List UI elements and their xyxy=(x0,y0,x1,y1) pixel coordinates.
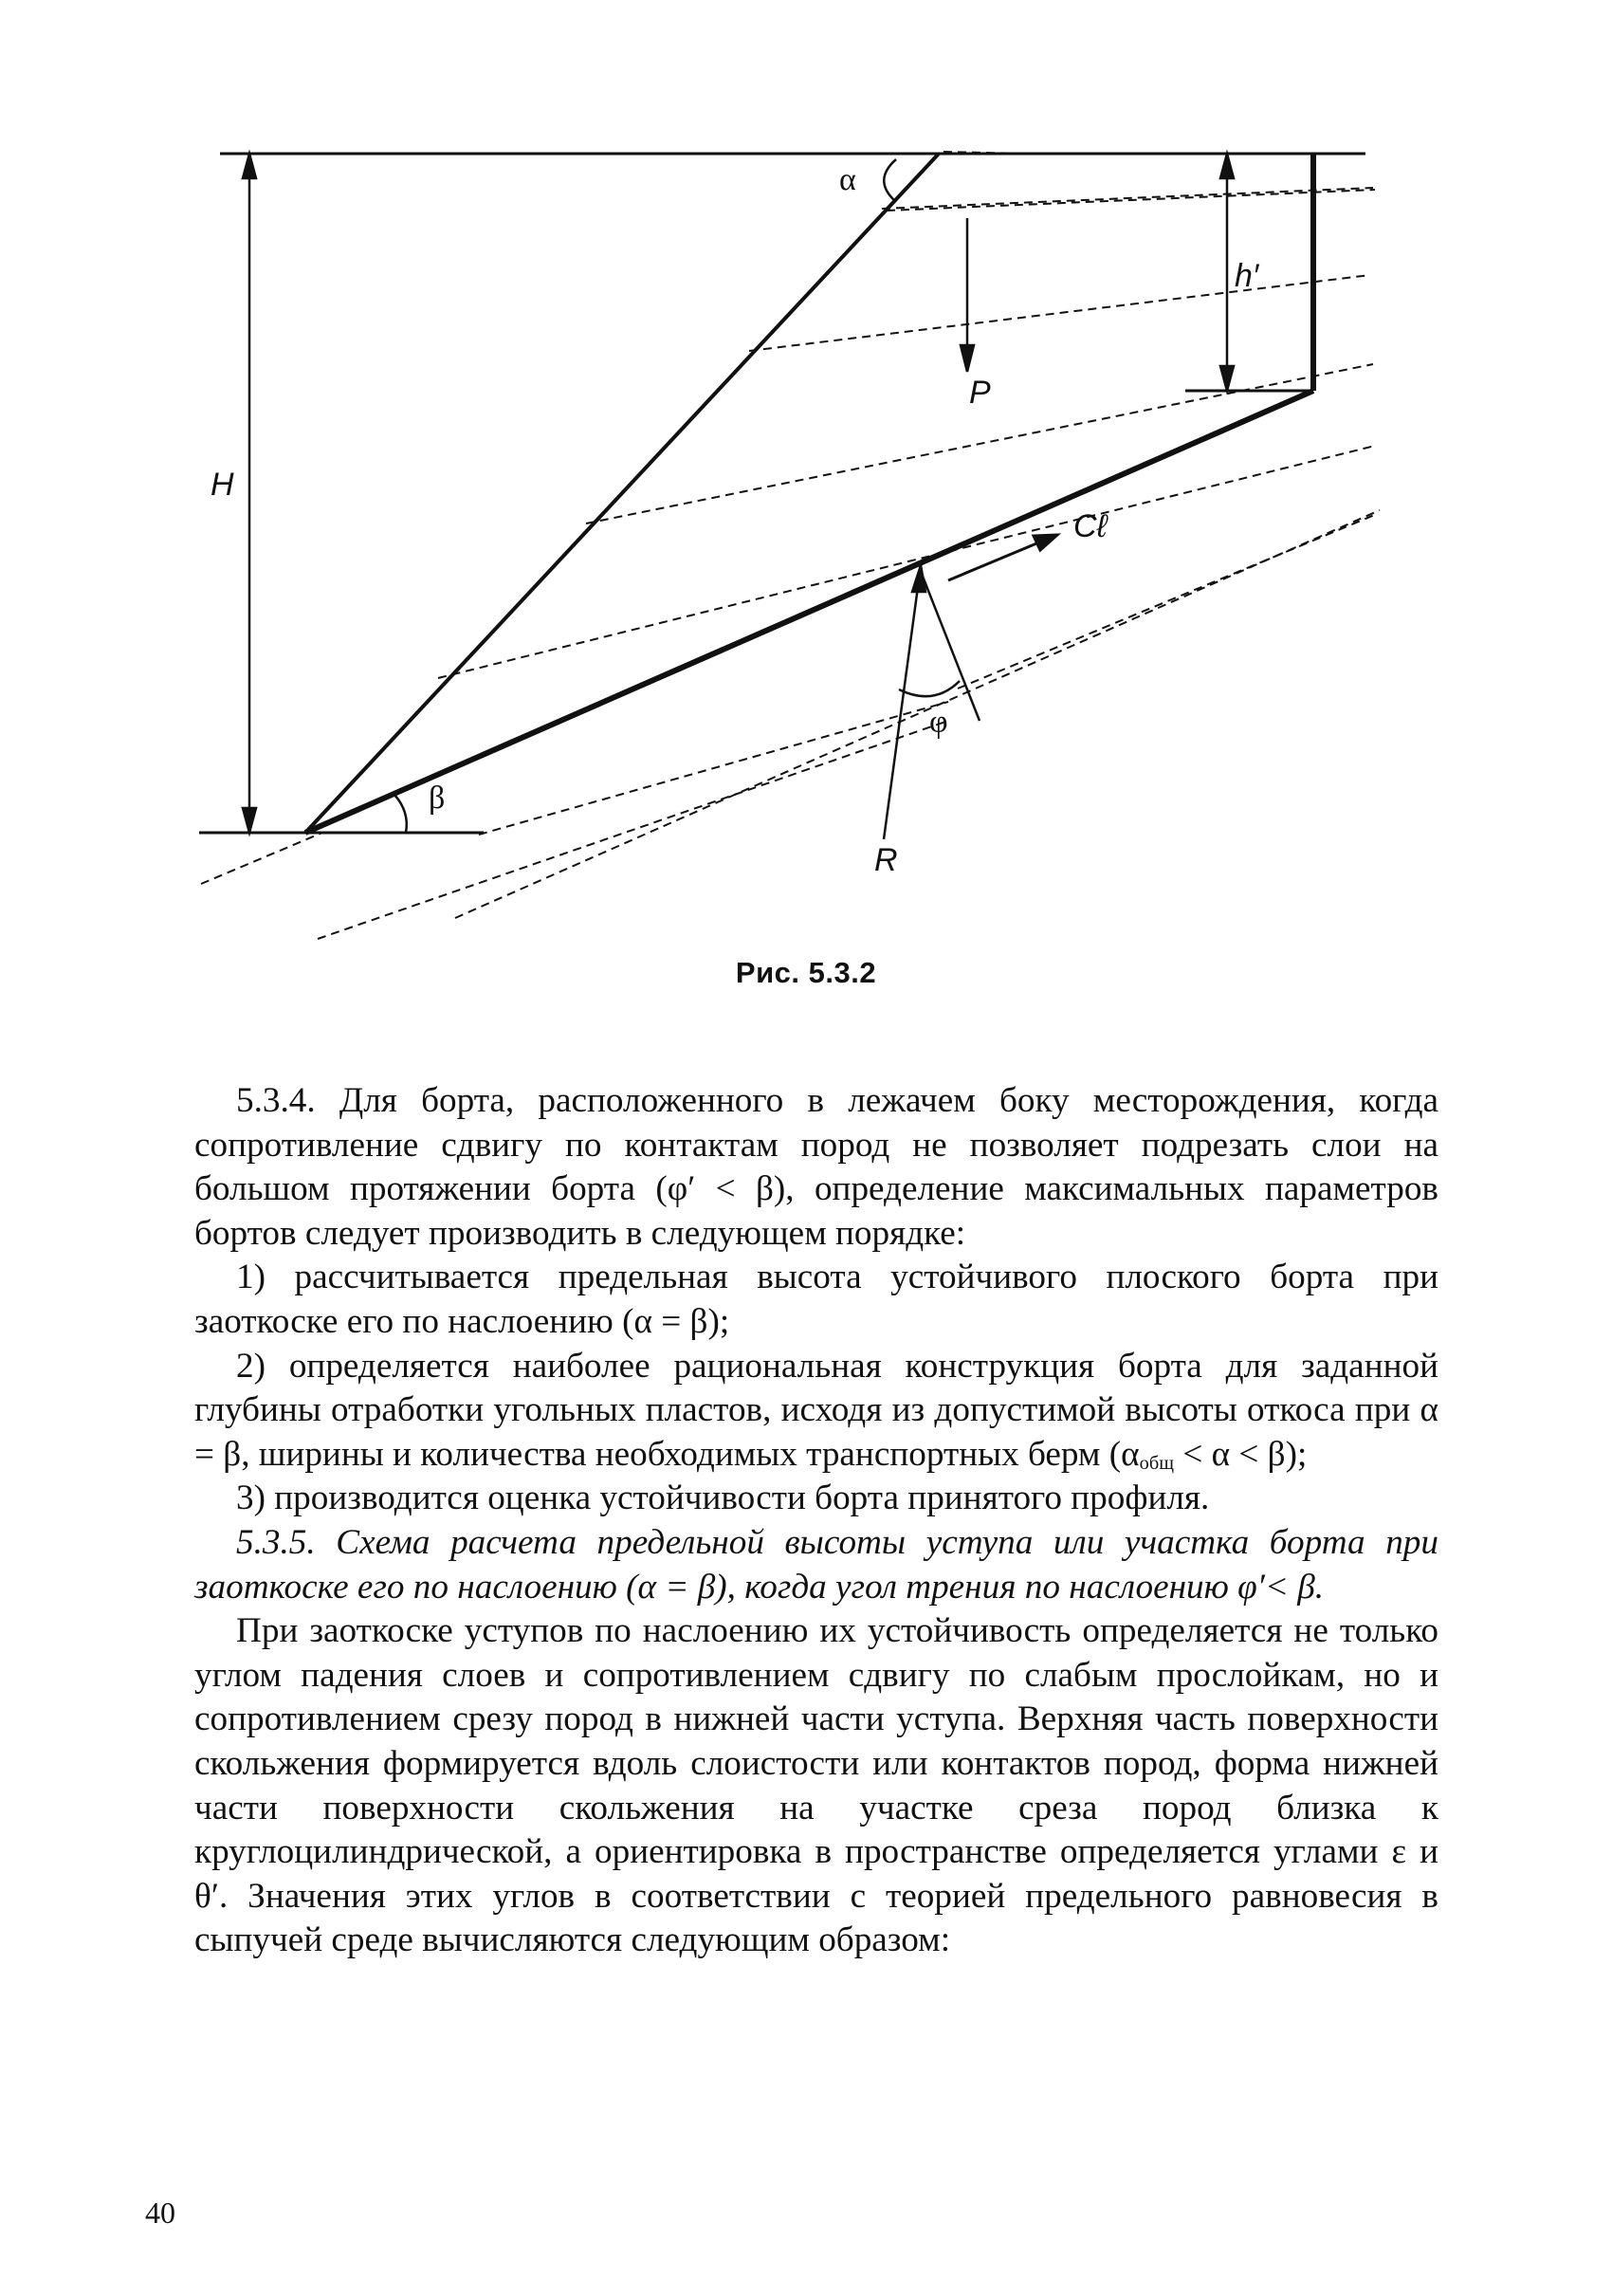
bedding-line xyxy=(479,702,948,835)
bedding-line xyxy=(749,275,1370,351)
slope-face-line xyxy=(305,154,939,833)
section-5-3-5-heading: 5.3.5. Схема расчета предельной высоты уступа или участка борта при заоткоске его по наслоению (α = β), когда угол трения по наслоению φ′< β. xyxy=(194,1522,1438,1607)
bedding-line xyxy=(438,446,1375,678)
beta-angle-arc xyxy=(394,795,407,833)
bedding-line xyxy=(887,190,1375,211)
bedding-line xyxy=(201,833,322,884)
step-2-text: 2) определяется наиболее рациональная конструкция борта для заданной глубины отработки угольных пластов, исходя из допустимой высоты откоса при α = β, ширины и количества необходимых транспортных берм (α xyxy=(194,1346,1438,1474)
alpha-angle-arc xyxy=(884,159,896,201)
step-2 xyxy=(194,1345,1438,1478)
slope-stability-diagram xyxy=(0,0,1612,1043)
h-prime-label: h′ xyxy=(1235,258,1259,294)
step-2-text-end: < α < β); xyxy=(1174,1434,1308,1474)
bedding-line xyxy=(958,514,1377,689)
height-dimension xyxy=(243,154,256,833)
h-label: H xyxy=(211,467,234,503)
bedding-line xyxy=(455,510,1380,918)
h-prime-dimension xyxy=(1220,154,1234,391)
reaction-force xyxy=(884,565,980,839)
figure-caption: Рис. 5.3.2 xyxy=(735,956,877,989)
sliding-plane-line xyxy=(305,391,1313,833)
bedding-planes xyxy=(201,152,1380,939)
phi-label: φ xyxy=(929,705,948,740)
ground-lines xyxy=(199,154,1365,833)
beta-label: β xyxy=(429,781,446,816)
paragraph-explanation: При заоткоске уступов по наслоению их устойчивость определяется не только углом падения слоев и сопротивлением сдвигу по слабым прослойкам, но и сопротивлением срезу пород в нижней части уступа. Верхняя часть поверхности скольжения формируется вдоль слоистости или контактов пород, форма нижней части поверхности скольжения на участке среза пород близка к круглоцилиндрической, а ориентировка в пространстве определяется углами ε и θ′. Значения этих углов в соответствии с теорией предельного равновесия в сыпучей среде вычисляются следующим образом: xyxy=(194,1611,1438,1960)
p-label: P xyxy=(969,375,991,411)
step-3: 3) производится оценка устойчивости борта принятого профиля. xyxy=(236,1479,1210,1518)
body-text xyxy=(194,1079,1438,1963)
weight-force-arrow xyxy=(961,218,974,372)
bedding-line xyxy=(882,188,1373,209)
page-number: 40 xyxy=(145,2195,175,2230)
r-label: R xyxy=(874,842,898,878)
subscript-total: общ xyxy=(1139,1452,1175,1474)
cl-label: Cℓ xyxy=(1073,508,1108,544)
paragraph-5-3-4: 5.3.4. Для борта, расположенного в лежачем боку месторождения, когда сопротивление сдвигу по контактам пород не позволяет подрезать слои на большом протяжении борта (φ′ < β), определение максимальных параметров бортов следует производить в следующем порядке: xyxy=(194,1081,1438,1253)
alpha-label: α xyxy=(839,162,856,197)
bedding-line xyxy=(318,721,948,939)
step-1: 1) рассчитывается предельная высота устойчивого плоского борта при заоткоске его по наслоению (α = β); xyxy=(194,1258,1438,1341)
